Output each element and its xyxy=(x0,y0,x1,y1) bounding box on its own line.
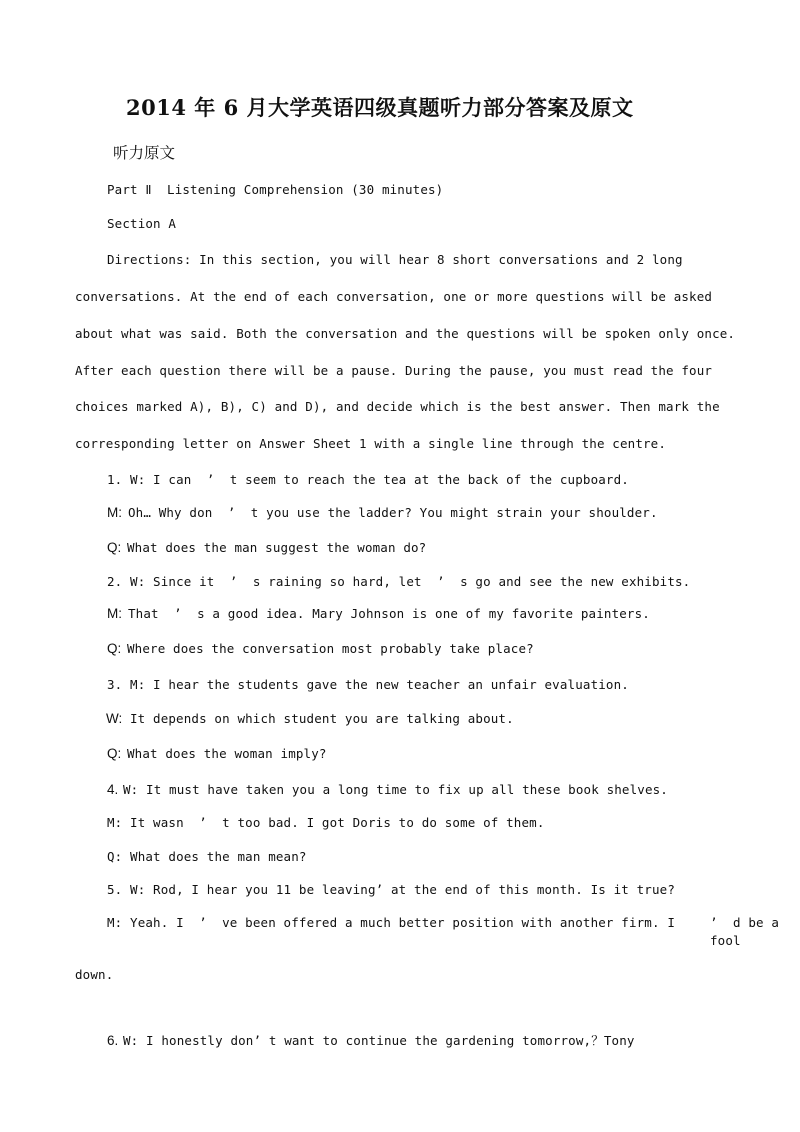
conversation-line: 3. M: I hear the students gave the new teacher an unfair evaluation. xyxy=(107,677,629,692)
conversation-line: M: It wasn ’ t too bad. I got Doris to do some of them. xyxy=(107,815,545,830)
part-heading: Part Ⅱ Listening Comprehension (30 minutes) xyxy=(107,182,444,197)
conversation-line: W: I honestly don’ t want to continue the gardening tomorrow,？Tony xyxy=(123,1033,635,1048)
question-line: Where does the conversation most probably take place? xyxy=(127,641,534,656)
speaker-label: Q: xyxy=(107,746,122,761)
item-number: 6. xyxy=(107,1033,119,1048)
conversation-line: It depends on which student you are talking about. xyxy=(130,711,514,726)
directions-line: about what was said. Both the conversation and the questions will be spoken only once. xyxy=(75,326,736,341)
item-number: 4. xyxy=(107,782,119,797)
speaker-label: M: xyxy=(107,505,122,520)
conversation-line: Oh… Why don ’ t you use the ladder? You might strain your shoulder. xyxy=(128,505,658,520)
speaker-label: Q: xyxy=(107,641,122,656)
conversation-line: down. xyxy=(75,967,114,982)
conversation-line-fragment: fool xyxy=(710,933,741,948)
speaker-label: Q: xyxy=(107,540,122,555)
directions-line: conversations. At the end of each conversation, one or more questions will be asked xyxy=(75,289,713,304)
section-heading: 听力原文 xyxy=(113,144,176,162)
speaker-label: M: xyxy=(107,606,122,621)
directions-line: Directions: In this section, you will hear 8 short conversations and 2 long xyxy=(107,252,683,267)
page-title: 2014 年 6 月大学英语四级真题听力部分答案及原文 xyxy=(126,95,634,120)
question-line: Q: What does the man mean? xyxy=(107,849,307,864)
conversation-line: That ’ s a good idea. Mary Johnson is one of my favorite painters. xyxy=(128,606,650,621)
conversation-line: M: Yeah. I ’ ve been offered a much better position with another firm. I xyxy=(107,915,675,930)
directions-line: After each question there will be a pause. During the pause, you must read the four xyxy=(75,363,713,378)
conversation-line: 5. W: Rod, I hear you 11 be leaving’ at the end of this month. Is it true? xyxy=(107,882,675,897)
directions-line: corresponding letter on Answer Sheet 1 with a single line through the centre. xyxy=(75,436,667,451)
speaker-label: W: xyxy=(106,711,123,726)
conversation-line: W: It must have taken you a long time to fix up all these book shelves. xyxy=(123,782,668,797)
conversation-line: 2. W: Since it ’ s raining so hard, let ’ s go and see the new exhibits. xyxy=(107,574,691,589)
section-a-heading: Section A xyxy=(107,216,177,231)
conversation-line-tail: ’ d be a xyxy=(710,915,780,930)
question-line: What does the woman imply? xyxy=(127,746,327,761)
conversation-line: 1. W: I can ’ t seem to reach the tea at the back of the cupboard. xyxy=(107,472,629,487)
directions-line: choices marked A), B), C) and D), and decide which is the best answer. Then mark the xyxy=(75,399,720,414)
question-line: What does the man suggest the woman do? xyxy=(127,540,427,555)
